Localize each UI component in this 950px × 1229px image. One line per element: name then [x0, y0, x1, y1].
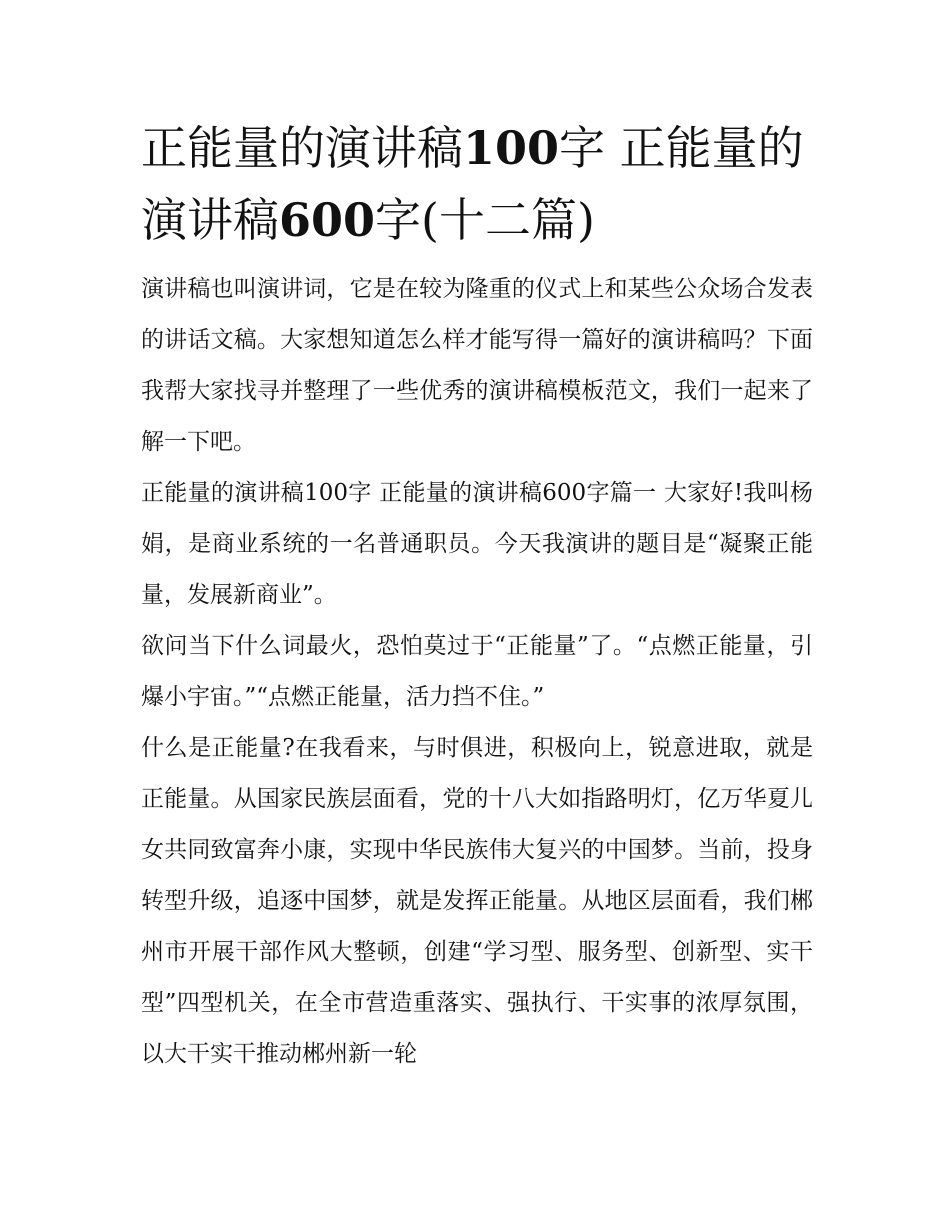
paragraph-definition: 什么是正能量?在我看来，与时俱进，积极向上，锐意进取，就是正能量。从国家民族层面看，党的十八大如指路明灯，亿万华夏儿女共同致富奔小康，实现中华民族伟大复兴的中国梦。当前，投身转型升级，追逐中国梦，就是发挥正能量。从地区层面看，我们郴州市开展干部作风大整顿，创建“学习型、服务型、创新型、实干型”四型机关，在全市营造重落实、强执行、干实事的浓厚氛围，以大干实干推动郴州新一轮 — [141, 735, 813, 1067]
paragraph-greeting: 正能量的演讲稿100字 正能量的演讲稿600字篇一 大家好!我叫杨娟，是商业系统的一名普通职员。今天我演讲的题目是“凝聚正能量，发展新商业”。 — [141, 480, 813, 608]
paragraph-trending: 欲问当下什么词最火，恐怕莫过于“正能量”了。“点燃正能量，引爆小宇宙。”“点燃正能量，活力挡不住。” — [141, 633, 813, 710]
document-title: 正能量的演讲稿100字 正能量的演讲稿600字(十二篇) — [141, 121, 804, 247]
paragraph-intro: 演讲稿也叫演讲词，它是在较为隆重的仪式上和某些公众场合发表的讲话文稿。大家想知道怎么样才能写得一篇好的演讲稿吗？下面我帮大家找寻并整理了一些优秀的演讲稿模板范文，我们一起来了解一下吧。 — [141, 276, 813, 455]
document-page — [141, 112, 813, 1080]
